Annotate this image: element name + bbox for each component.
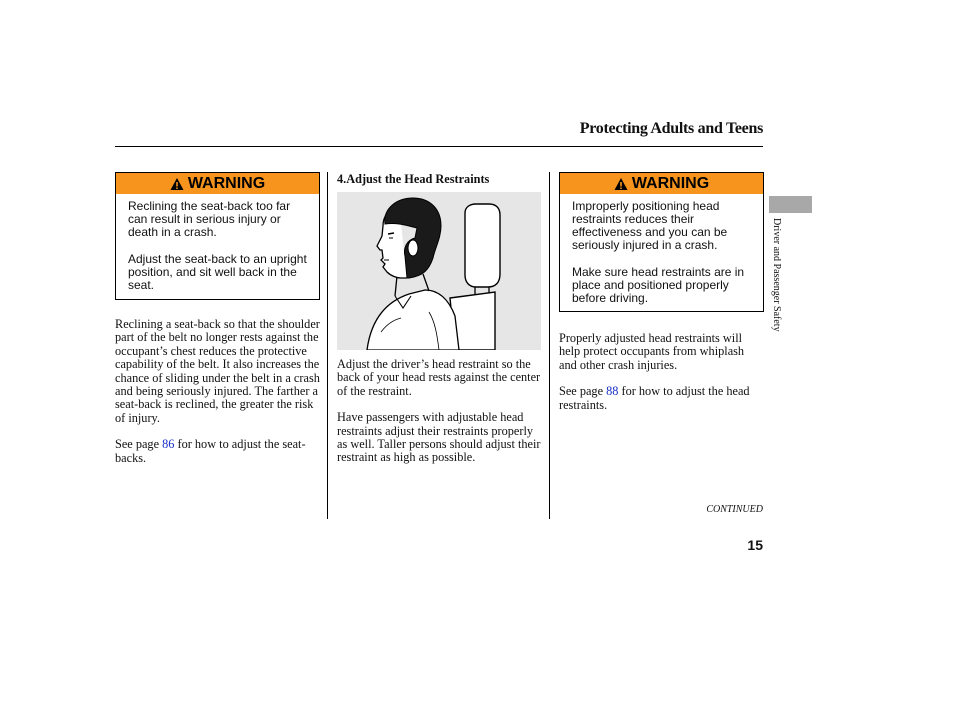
- see-page-prefix: See page: [115, 437, 160, 452]
- paragraph: Reclining a seat-back so that the shoulder part of the belt no longer rests against the occupant’s chest reduces the protective capability of the belt. It also increases the chance of sliding under the belt in a crash and being seriously injured. The farther a seat-back is reclined, the greater the risk of injury.: [115, 317, 320, 425]
- section-side-label: [769, 218, 783, 363]
- driver-profile-image: [337, 192, 541, 350]
- warning-label: WARNING: [631, 174, 710, 192]
- side-label-text: Driver and Passenger Safety: [771, 218, 782, 332]
- warning-text: Improperly positioning head restraints reduces their effectiveness and you can be seriously injured in a crash.: [572, 199, 728, 252]
- warning-box-seat-back: [115, 172, 320, 300]
- column-divider: [327, 172, 328, 519]
- warning-box-head-restraints: [559, 172, 764, 312]
- page-link-88[interactable]: 88: [606, 384, 619, 399]
- continued-label: CONTINUED: [706, 504, 763, 515]
- see-page-suffix: for how to adjust the seat-backs.: [115, 437, 306, 465]
- warning-text: Reclining the seat-back too far can result in serious injury or death in a crash.: [128, 199, 291, 239]
- page-link-86[interactable]: 86: [162, 437, 175, 452]
- column-1-text: [115, 318, 321, 478]
- paragraph: Adjust the driver’s head restraint so the back of your head rests against the center of the restraint.: [337, 357, 541, 398]
- warning-triangle-icon: [614, 177, 628, 191]
- warning-header: [560, 173, 763, 194]
- warning-label: WARNING: [187, 174, 266, 192]
- warning-triangle-icon: [170, 177, 184, 191]
- warning-header: [116, 173, 319, 194]
- column-2-text: [337, 358, 543, 478]
- page-number: 15: [747, 537, 763, 553]
- head-restraint-illustration: [337, 192, 541, 350]
- warning-text: Make sure head restraints are in place and positioned properly before driving.: [572, 265, 745, 305]
- section-heading: 4.Adjust the Head Restraints: [337, 172, 490, 186]
- section-tab: [769, 196, 812, 213]
- see-page-paragraph: [115, 438, 321, 465]
- column-divider: [549, 172, 550, 519]
- warning-text: Adjust the seat-back to an upright position, and sit well back in the seat.: [128, 252, 307, 292]
- see-page-prefix: See page: [559, 384, 604, 399]
- see-page-paragraph: [559, 385, 757, 412]
- page-title: Protecting Adults and Teens: [579, 120, 763, 137]
- see-page-suffix: for how to adjust the head restraints.: [559, 384, 750, 412]
- header-rule: [115, 146, 763, 147]
- paragraph: Have passengers with adjustable head restraints adjust their restraints properly as well. Taller persons should adjust their restraint as high as possible.: [337, 410, 541, 465]
- column-3-text: [559, 332, 757, 425]
- paragraph: Properly adjusted head restraints will help protect occupants from whiplash and other crash injuries.: [559, 331, 745, 372]
